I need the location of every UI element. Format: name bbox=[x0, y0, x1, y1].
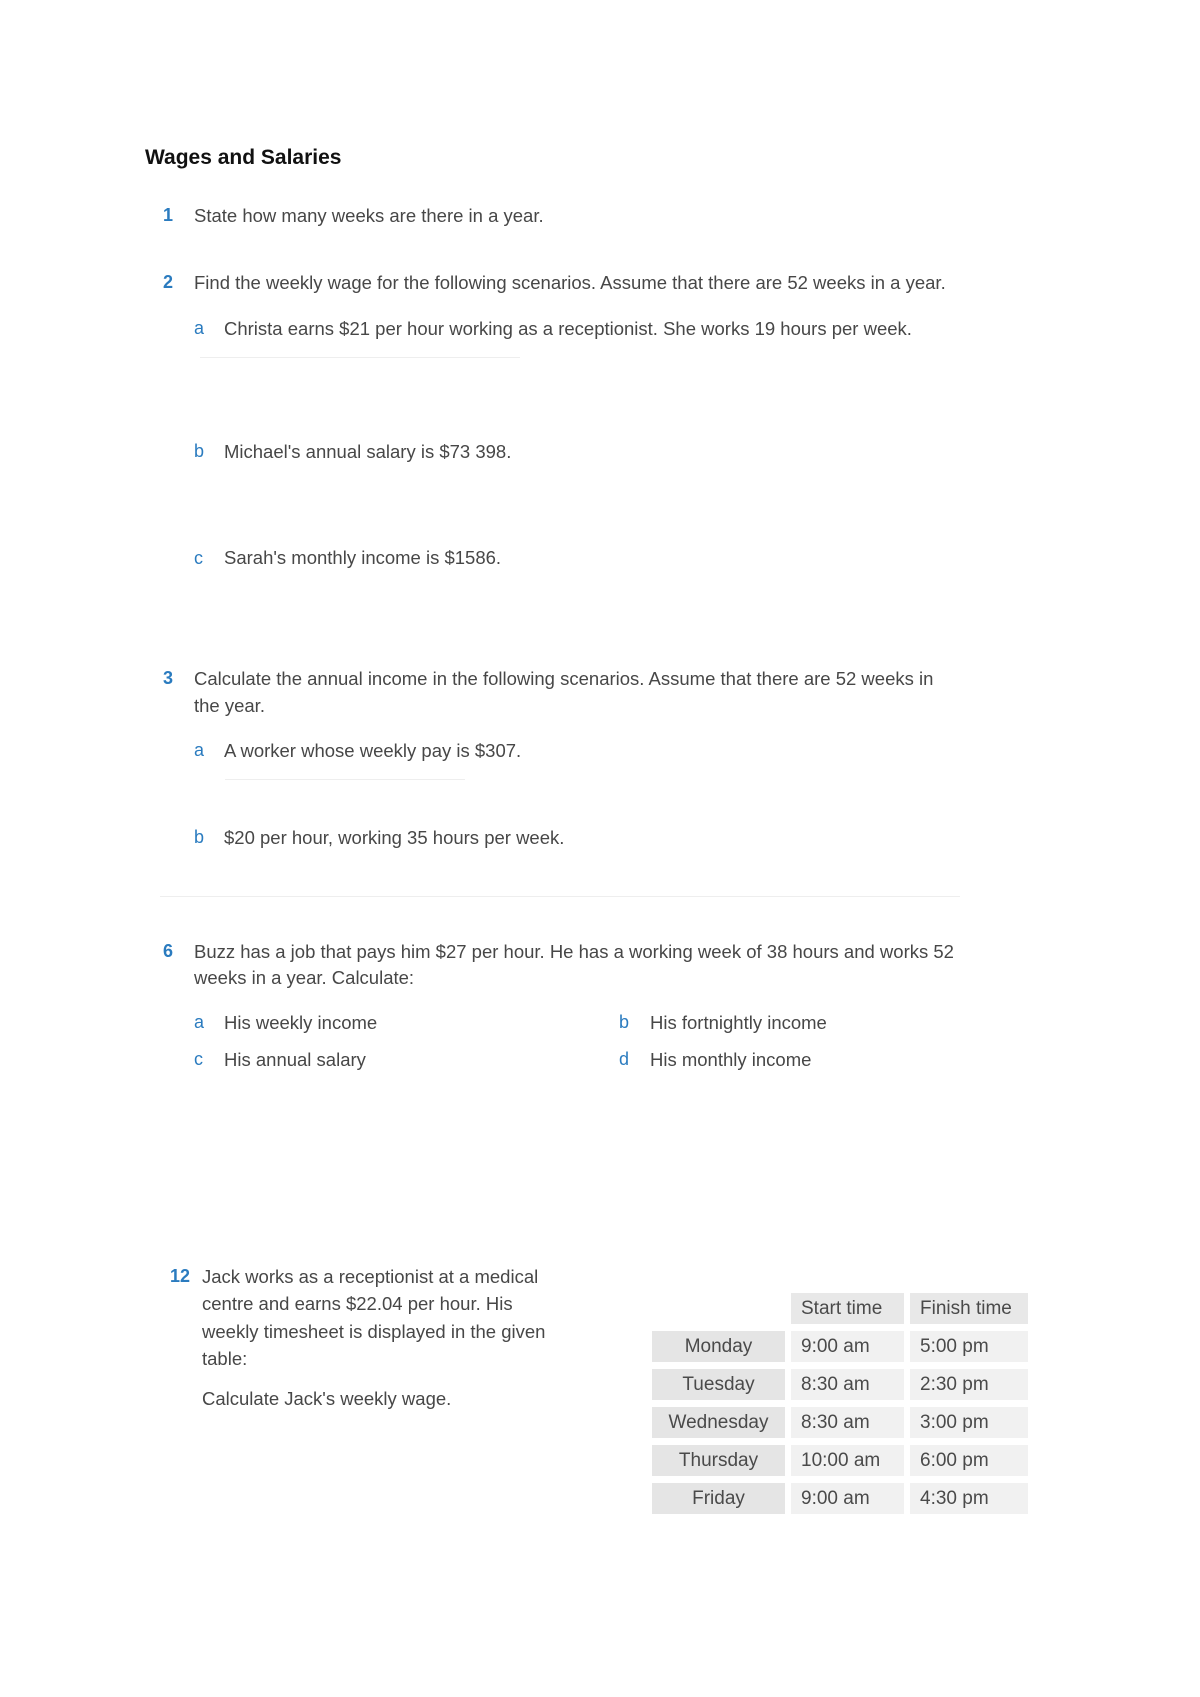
question-3b-text: $20 per hour, working 35 hours per week. bbox=[224, 827, 565, 848]
question-2a-text: Christa earns $21 per hour working as a receptionist. She works 19 hours per week. bbox=[224, 318, 912, 339]
faint-divider bbox=[200, 357, 520, 358]
finish-time-cell: 6:00 pm bbox=[910, 1445, 1028, 1476]
table-row bbox=[652, 1407, 1028, 1438]
question-12-line2: centre and earns $22.04 per hour. His bbox=[202, 1293, 513, 1314]
question-6a-text: His weekly income bbox=[224, 1012, 378, 1033]
question-6a-letter: a bbox=[194, 1012, 205, 1032]
finish-time-cell: 3:00 pm bbox=[910, 1407, 1028, 1438]
start-time-cell: 8:30 am bbox=[791, 1407, 904, 1438]
question-number-6: 6 bbox=[163, 941, 174, 961]
question-12-instruction: Calculate Jack's weekly wage. bbox=[202, 1388, 452, 1409]
timesheet-table bbox=[646, 1286, 1034, 1521]
question-3-text-line2: the year. bbox=[194, 695, 265, 716]
question-3a-letter: a bbox=[194, 740, 205, 760]
question-12-line4: table: bbox=[202, 1348, 248, 1369]
start-time-cell: 8:30 am bbox=[791, 1369, 904, 1400]
question-2b-letter: b bbox=[194, 441, 205, 461]
table-row bbox=[652, 1445, 1028, 1476]
day-cell: Wednesday bbox=[652, 1407, 785, 1438]
question-2a-letter: a bbox=[194, 318, 205, 338]
question-6c-letter: c bbox=[194, 1049, 203, 1069]
question-6-text-line2: weeks in a year. Calculate: bbox=[194, 967, 415, 988]
page-title: Wages and Salaries bbox=[145, 146, 342, 169]
question-6b-letter: b bbox=[619, 1012, 630, 1032]
finish-time-cell: 5:00 pm bbox=[910, 1331, 1028, 1362]
question-number-1: 1 bbox=[163, 205, 174, 225]
header-start-time: Start time bbox=[791, 1293, 904, 1324]
question-6-text-line1: Buzz has a job that pays him $27 per hour. He has a working week of 38 hours and works 52 bbox=[194, 941, 954, 962]
day-cell: Tuesday bbox=[652, 1369, 785, 1400]
question-3b-letter: b bbox=[194, 827, 205, 847]
question-12-line3: weekly timesheet is displayed in the given bbox=[202, 1321, 546, 1342]
question-6d-text: His monthly income bbox=[650, 1049, 812, 1070]
question-2c-letter: c bbox=[194, 548, 203, 568]
question-6b-text: His fortnightly income bbox=[650, 1012, 827, 1033]
table-row bbox=[652, 1483, 1028, 1514]
table-row bbox=[652, 1331, 1028, 1362]
day-cell: Thursday bbox=[652, 1445, 785, 1476]
question-6d-letter: d bbox=[619, 1049, 630, 1069]
start-time-cell: 9:00 am bbox=[791, 1483, 904, 1514]
finish-time-cell: 2:30 pm bbox=[910, 1369, 1028, 1400]
question-2-text: Find the weekly wage for the following scenarios. Assume that there are 52 weeks in a year. bbox=[194, 272, 946, 293]
question-2c-text: Sarah's monthly income is $1586. bbox=[224, 547, 502, 568]
question-number-2: 2 bbox=[163, 272, 174, 292]
start-time-cell: 10:00 am bbox=[791, 1445, 904, 1476]
question-3-text-line1: Calculate the annual income in the following scenarios. Assume that there are 52 weeks in bbox=[194, 668, 934, 689]
question-6c-text: His annual salary bbox=[224, 1049, 366, 1070]
faint-divider bbox=[160, 896, 960, 897]
start-time-cell: 9:00 am bbox=[791, 1331, 904, 1362]
question-2b-text: Michael's annual salary is $73 398. bbox=[224, 441, 512, 462]
day-cell: Friday bbox=[652, 1483, 785, 1514]
question-12-line1: Jack works as a receptionist at a medical bbox=[202, 1266, 539, 1287]
table-header-row bbox=[652, 1293, 1028, 1324]
finish-time-cell: 4:30 pm bbox=[910, 1483, 1028, 1514]
question-3a-text: A worker whose weekly pay is $307. bbox=[224, 740, 522, 761]
faint-divider bbox=[225, 779, 465, 780]
header-blank-cell bbox=[652, 1293, 785, 1324]
question-number-12: 12 bbox=[170, 1266, 191, 1286]
question-number-3: 3 bbox=[163, 668, 174, 688]
table-row bbox=[652, 1369, 1028, 1400]
day-cell: Monday bbox=[652, 1331, 785, 1362]
header-finish-time: Finish time bbox=[910, 1293, 1028, 1324]
question-1-text: State how many weeks are there in a year. bbox=[194, 205, 544, 226]
